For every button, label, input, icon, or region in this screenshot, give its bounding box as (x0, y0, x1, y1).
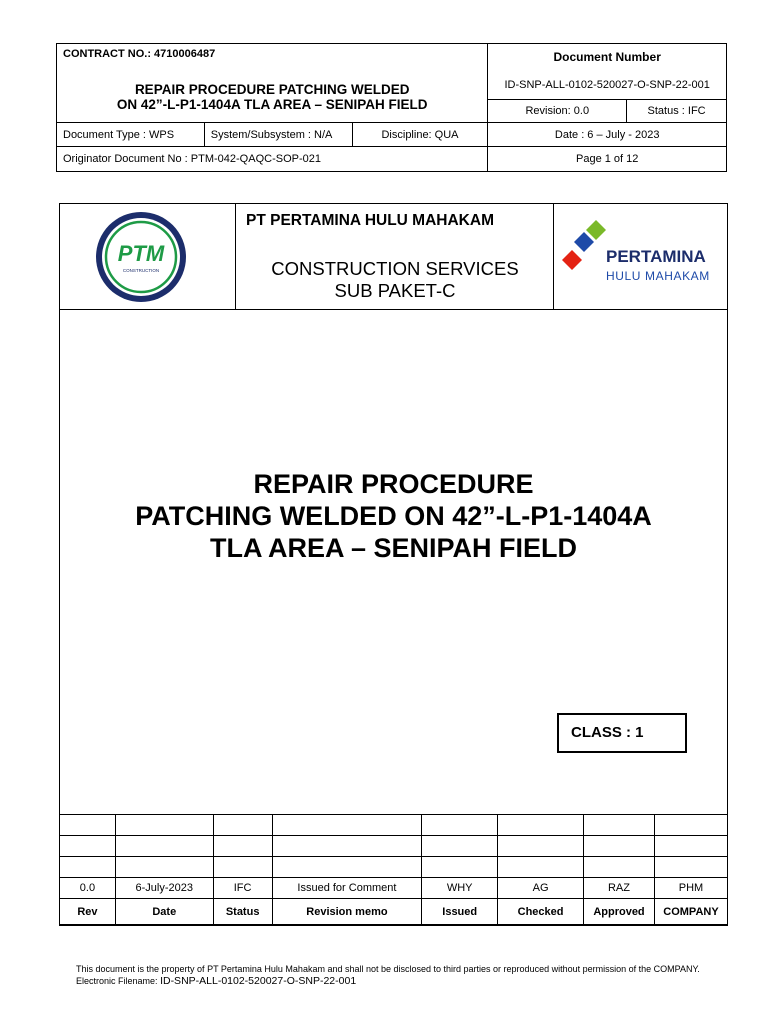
page-number: Page 1 of 12 (488, 147, 727, 172)
pertamina-logo (554, 204, 727, 310)
table-header-row: Rev Date Status Revision memo Issued Checked Approved COMPANY (60, 899, 728, 926)
ptm-logo (60, 204, 236, 310)
table-row-empty (60, 836, 728, 857)
svg-text:PTM: PTM (117, 241, 165, 266)
ptm-logo-cell (60, 204, 236, 310)
revision-table (59, 814, 728, 926)
doc-number-cell (488, 44, 727, 100)
system-subsystem: System/Subsystem : N/A (204, 123, 352, 147)
date: Date : 6 – July - 2023 (488, 123, 727, 147)
cover-frame (59, 203, 728, 925)
discipline: Discipline: QUA (352, 123, 488, 147)
revision: Revision: 0.0 (488, 100, 627, 123)
originator-doc-no: Originator Document No : PTM-042-QAQC-SOP-021 (57, 147, 488, 172)
svg-text:PERTAMINA: PERTAMINA (606, 247, 706, 266)
svg-text:CONSTRUCTION: CONSTRUCTION (122, 268, 160, 273)
main-title: REPAIR PROCEDURE PATCHING WELDED ON 42”-L-P1-1404A TLA AREA – SENIPAH FIELD (135, 469, 652, 563)
footer-filename: ID-SNP-ALL-0102-520027-O-SNP-22-001 (160, 975, 357, 987)
doc-number-label: Document Number (553, 50, 661, 64)
footer-text: This document is the property of PT Pertamina Hulu Mahakam and shall not be disclosed to third parties or reproduced without permission of the COMPANY. Electronic Filename: (76, 964, 700, 986)
svg-text:HULU MAHAKAM: HULU MAHAKAM (606, 269, 710, 283)
header-title: REPAIR PROCEDURE PATCHING WELDED ON 42”-L-P1-1404A TLA AREA – SENIPAH FIELD (116, 82, 428, 112)
footer-disclaimer (76, 963, 716, 987)
services-title: CONSTRUCTION SERVICES SUB PAKET-C (271, 258, 519, 301)
doc-number: ID-SNP-ALL-0102-520027-O-SNP-22-001 (504, 79, 710, 91)
table-row: 0.0 6-July-2023 IFC Issued for Comment WHY AG RAZ PHM (60, 878, 728, 899)
class-box: CLASS : 1 (557, 713, 687, 753)
logo-row (60, 204, 727, 310)
contract-number: CONTRACT NO.: 4710006487 (63, 48, 216, 60)
document-type: Document Type : WPS (57, 123, 205, 147)
company-name: PT PERTAMINA HULU MAHAKAM (246, 212, 494, 229)
table-row-empty (60, 815, 728, 836)
header-table (56, 43, 727, 172)
company-cell (236, 204, 554, 310)
table-row-empty (60, 857, 728, 878)
header-title-cell (57, 44, 488, 123)
status: Status : IFC (627, 100, 727, 123)
pertamina-logo-cell (554, 204, 727, 310)
